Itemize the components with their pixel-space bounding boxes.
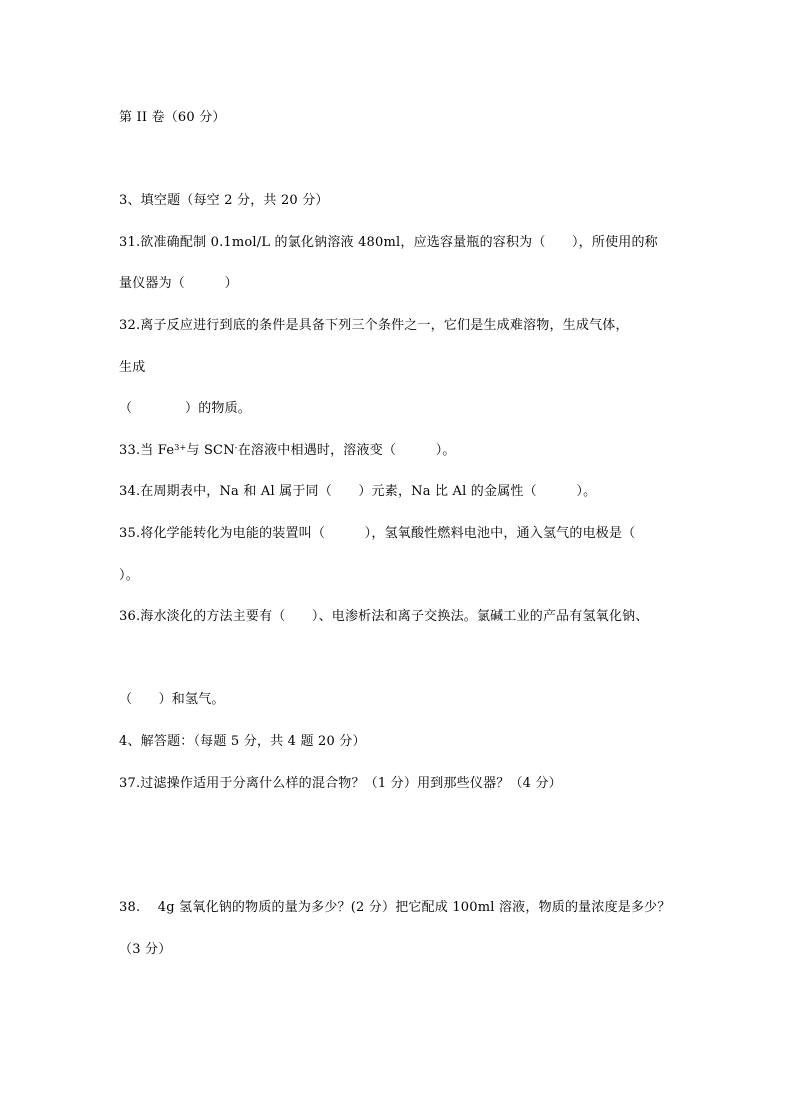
question-36-line-2: （ ）和氢气。 [119,692,225,707]
scn-charge-superscript: - [234,443,238,452]
fe-charge-superscript: 3+ [174,443,187,452]
question-33-text-1: 33.当 Fe [119,443,175,458]
question-36-line-1: 36.海水淡化的方法主要有（ ）、电渗析法和离子交换法。氯碱工业的产品有氢氧化钠、 [119,609,649,624]
question-35-line-2: ）。 [119,568,139,583]
fill-in-heading: 3、填空题（每空 2 分，共 20 分） [119,193,329,208]
answer-heading: 4、解答题：（每题 5 分，共 4 题 20 分） [119,734,366,749]
question-31-line-2: 量仪器为（ ） [119,276,238,291]
question-35-line-1: 35.将化学能转化为电能的装置叫（ ），氢氧酸性燃料电池中，通入氢气的电极是（ [119,526,636,541]
question-31-line-1: 31.欲准确配制 0.1mol/L 的氯化钠溶液 480ml，应选容量瓶的容积为（ ），所使用的称 [119,235,658,250]
question-32-line-3: （ ）的物质。 [119,401,252,416]
section-title: 第 II 卷（60 分） [119,110,226,125]
question-32-line-1: 32.离子反应进行到底的条件是具备下列三个条件之一，它们是生成难溶物，生成气体， [119,318,629,333]
question-34: 34.在周期表中，Na 和 Al 属于同（ ）元素，Na 比 Al 的金属性（ ）。 [119,484,597,499]
question-37: 37.过滤操作适用于分离什么样的混合物？（1 分）用到那些仪器？（4 分） [119,776,562,791]
question-32-line-2: 生成 [119,360,146,375]
question-38-line-1: 38. 4g 氢氧化钠的物质的量为多少？(2 分）把它配成 100ml 溶液，物质的量浓度是多少？ [119,900,671,915]
question-33-text-2: 与 SCN [186,443,235,458]
question-33 [119,443,456,459]
question-33-text-3: 在溶液中相遇时，溶液变（ ）。 [237,443,456,458]
question-38-line-2: （3 分） [119,942,172,957]
